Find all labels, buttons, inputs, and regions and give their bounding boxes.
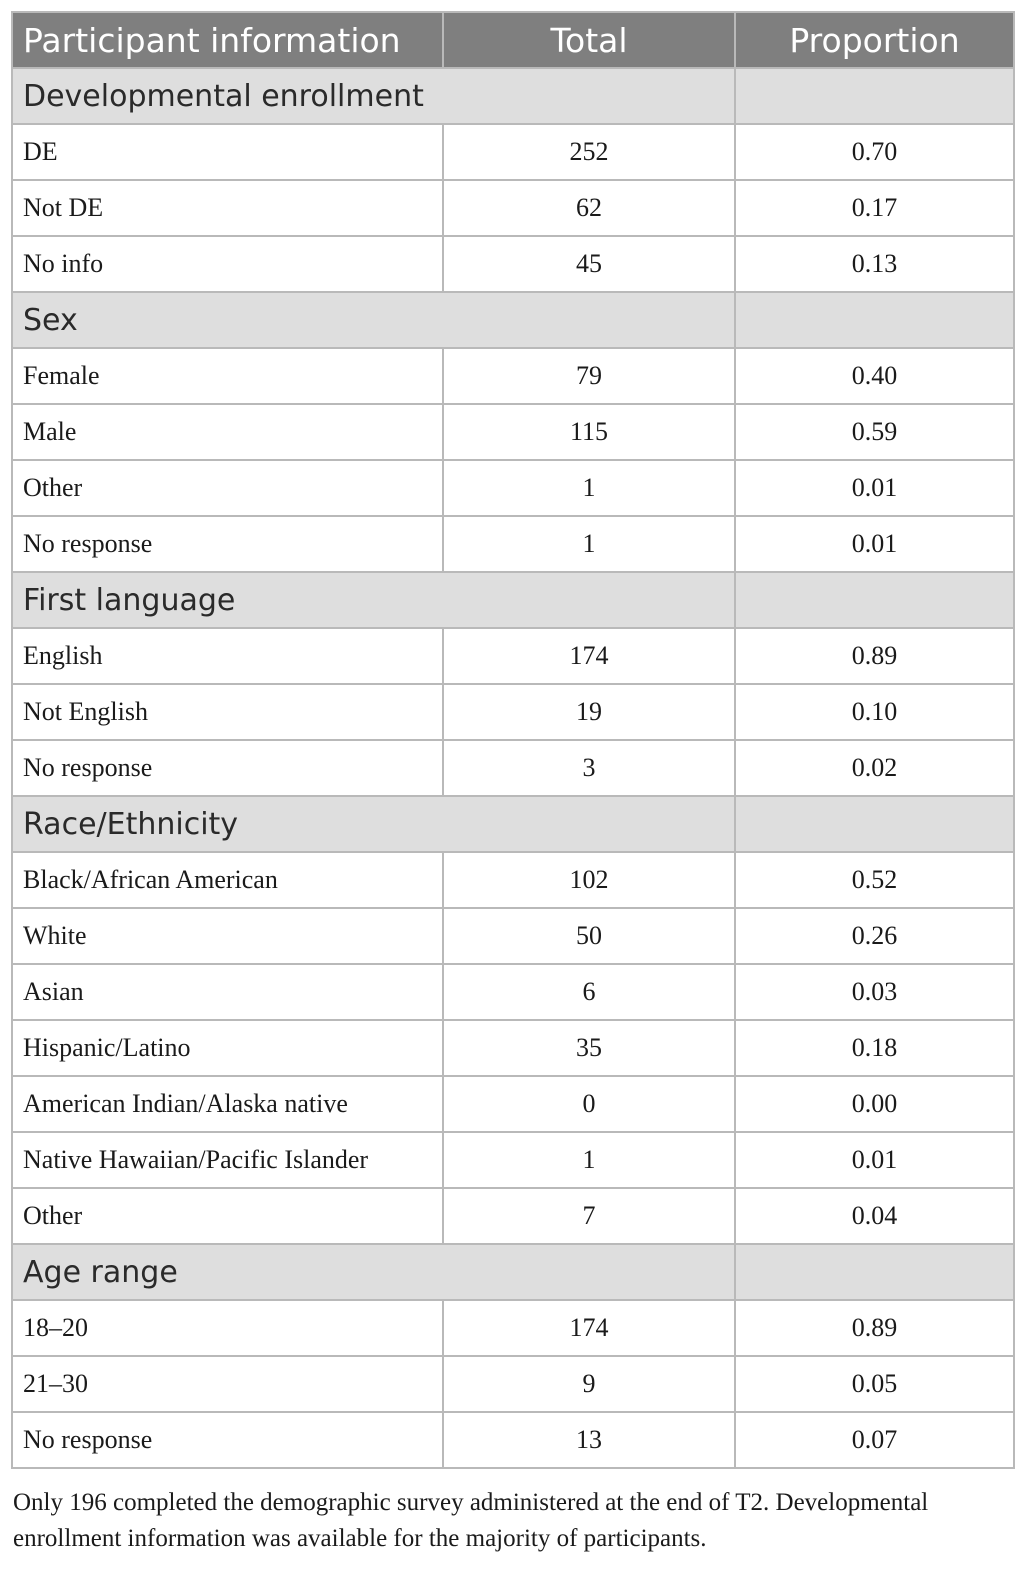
section-header-row [12,572,1014,628]
row-label: English [12,628,443,684]
table-row [12,1076,1014,1132]
table-row [12,1020,1014,1076]
row-proportion: 0.03 [735,964,1014,1020]
section-proportion-cell [735,572,1014,628]
row-total: 79 [443,348,735,404]
row-proportion: 0.40 [735,348,1014,404]
table-body [12,68,1014,1468]
row-label: No response [12,516,443,572]
row-total: 50 [443,908,735,964]
row-total: 6 [443,964,735,1020]
row-total: 174 [443,1300,735,1356]
table-row [12,236,1014,292]
header-total: Total [443,12,735,68]
section-proportion-cell [735,796,1014,852]
section-header-row [12,292,1014,348]
row-label: Not DE [12,180,443,236]
row-total: 0 [443,1076,735,1132]
row-proportion: 0.17 [735,180,1014,236]
table-row [12,1188,1014,1244]
table-row [12,628,1014,684]
row-total: 62 [443,180,735,236]
table-footnote: Only 196 completed the demographic survey administered at the end of T2. Developmental enrollment information was available for the majority of participants. [13,1489,929,1552]
row-total: 9 [443,1356,735,1412]
row-total: 7 [443,1188,735,1244]
row-label: DE [12,124,443,180]
row-proportion: 0.01 [735,1132,1014,1188]
section-title: Race/Ethnicity [12,796,735,852]
row-label: White [12,908,443,964]
row-proportion: 0.00 [735,1076,1014,1132]
section-header-row [12,796,1014,852]
section-title: Developmental enrollment [12,68,735,124]
table-row [12,180,1014,236]
table-row [12,852,1014,908]
header-proportion: Proportion [735,12,1014,68]
row-label: Male [12,404,443,460]
row-label: Female [12,348,443,404]
row-label: Other [12,460,443,516]
row-label: 21–30 [12,1356,443,1412]
row-proportion: 0.70 [735,124,1014,180]
row-label: American Indian/Alaska native [12,1076,443,1132]
row-proportion: 0.59 [735,404,1014,460]
row-total: 252 [443,124,735,180]
section-proportion-cell [735,292,1014,348]
row-proportion: 0.01 [735,460,1014,516]
row-total: 1 [443,516,735,572]
row-proportion: 0.04 [735,1188,1014,1244]
section-title: First language [12,572,735,628]
row-total: 102 [443,852,735,908]
row-label: No response [12,740,443,796]
row-label: 18–20 [12,1300,443,1356]
section-header-row [12,1244,1014,1300]
row-total: 1 [443,460,735,516]
table-row [12,1412,1014,1468]
table-row [12,684,1014,740]
row-total: 3 [443,740,735,796]
table-row [12,1132,1014,1188]
header-row [12,12,1014,68]
table-row [12,460,1014,516]
row-label: Asian [12,964,443,1020]
row-proportion: 0.26 [735,908,1014,964]
row-proportion: 0.18 [735,1020,1014,1076]
row-proportion: 0.05 [735,1356,1014,1412]
row-label: Other [12,1188,443,1244]
table-row [12,348,1014,404]
header-participant-information: Participant information [12,12,443,68]
table-row [12,1356,1014,1412]
row-proportion: 0.02 [735,740,1014,796]
section-title: Age range [12,1244,735,1300]
table-row [12,404,1014,460]
row-proportion: 0.01 [735,516,1014,572]
row-label: Black/African American [12,852,443,908]
section-proportion-cell [735,1244,1014,1300]
row-total: 35 [443,1020,735,1076]
row-proportion: 0.10 [735,684,1014,740]
row-label: Native Hawaiian/Pacific Islander [12,1132,443,1188]
table-row [12,964,1014,1020]
section-title: Sex [12,292,735,348]
table-row [12,516,1014,572]
demographics-table [11,11,1015,1469]
table-row [12,740,1014,796]
table-row [12,124,1014,180]
row-proportion: 0.52 [735,852,1014,908]
row-label: Not English [12,684,443,740]
row-total: 1 [443,1132,735,1188]
row-total: 115 [443,404,735,460]
section-header-row [12,68,1014,124]
row-total: 19 [443,684,735,740]
row-total: 13 [443,1412,735,1468]
row-label: No info [12,236,443,292]
row-total: 45 [443,236,735,292]
row-label: Hispanic/Latino [12,1020,443,1076]
row-label: No response [12,1412,443,1468]
section-proportion-cell [735,68,1014,124]
row-total: 174 [443,628,735,684]
row-proportion: 0.07 [735,1412,1014,1468]
row-proportion: 0.13 [735,236,1014,292]
table-row [12,908,1014,964]
row-proportion: 0.89 [735,628,1014,684]
row-proportion: 0.89 [735,1300,1014,1356]
table-row [12,1300,1014,1356]
